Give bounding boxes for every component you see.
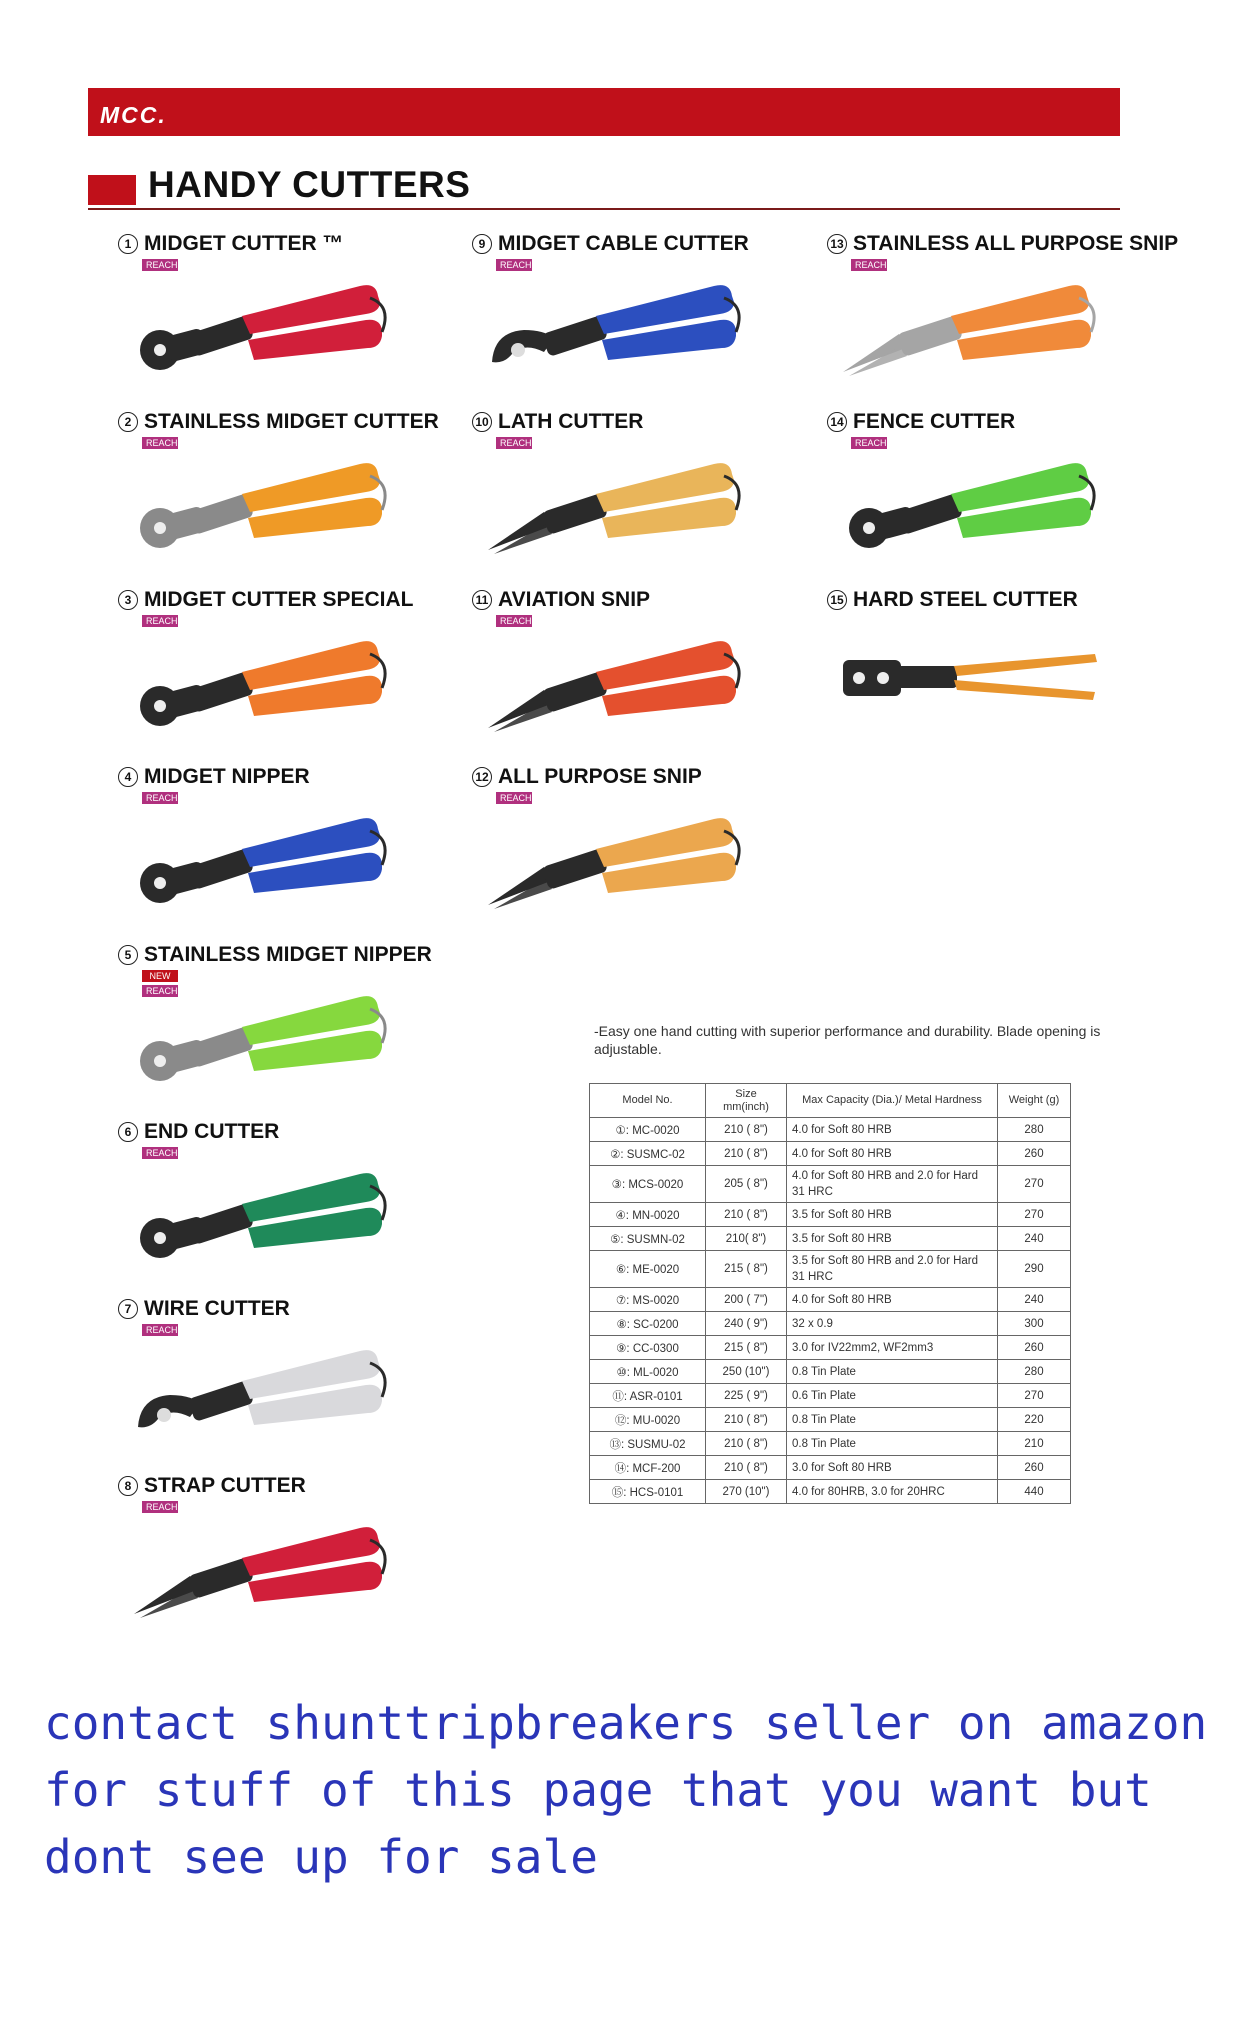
cell-weight: 290 [998, 1251, 1071, 1288]
badge-reach: REACH [851, 437, 887, 449]
product-name [472, 765, 702, 789]
cutter-image [484, 805, 754, 925]
page-title: HANDY CUTTERS [148, 164, 471, 205]
product-item [118, 765, 438, 935]
cell-weight: 240 [998, 1288, 1071, 1312]
cell-model: ①: MC-0020 [590, 1118, 706, 1142]
table-row [590, 1118, 1071, 1142]
cell-weight: 240 [998, 1227, 1071, 1251]
product-title: MIDGET CUTTER ™ [144, 232, 344, 255]
product-item [472, 410, 792, 580]
product-title: STAINLESS MIDGET NIPPER [144, 943, 432, 966]
product-name [827, 410, 1015, 434]
product-title: STRAP CUTTER [144, 1474, 306, 1497]
product-title: ALL PURPOSE SNIP [498, 765, 702, 788]
table-row [590, 1251, 1071, 1288]
badge-reach: REACH [142, 1501, 178, 1513]
product-item [472, 765, 792, 935]
badge-reach: REACH [142, 259, 178, 271]
cell-size: 215 ( 8") [706, 1251, 787, 1288]
col-weight: Weight (g) [998, 1084, 1071, 1118]
brand-bar [88, 88, 1120, 136]
badge-reach: REACH [496, 437, 532, 449]
table-row [590, 1384, 1071, 1408]
cutter-image [839, 628, 1109, 748]
table-row [590, 1227, 1071, 1251]
table-row [590, 1203, 1071, 1227]
product-name [827, 232, 1178, 256]
table-row [590, 1480, 1071, 1504]
cell-weight: 220 [998, 1408, 1071, 1432]
cell-capacity: 0.6 Tin Plate [787, 1384, 998, 1408]
cutter-image [130, 628, 400, 748]
table-row [590, 1288, 1071, 1312]
cell-size: 240 ( 9") [706, 1312, 787, 1336]
product-name [118, 588, 414, 612]
table-row [590, 1360, 1071, 1384]
product-number: 13 [827, 234, 847, 254]
product-item [118, 1297, 438, 1467]
cell-model: ⑮: HCS-0101 [590, 1480, 706, 1504]
product-item [118, 1120, 438, 1290]
cell-capacity: 0.8 Tin Plate [787, 1408, 998, 1432]
cell-weight: 280 [998, 1118, 1071, 1142]
mcc-logo: MCC. [100, 102, 167, 128]
cell-model: ④: MN-0020 [590, 1203, 706, 1227]
cell-weight: 270 [998, 1203, 1071, 1227]
cell-weight: 280 [998, 1360, 1071, 1384]
cell-size: 225 ( 9") [706, 1384, 787, 1408]
cutter-image [484, 272, 754, 392]
col-model: Model No. [590, 1084, 706, 1118]
product-number: 1 [118, 234, 138, 254]
product-number: 15 [827, 590, 847, 610]
cell-size: 210 ( 8") [706, 1118, 787, 1142]
cell-capacity: 4.0 for 80HRB, 3.0 for 20HRC [787, 1480, 998, 1504]
contact-note: contact shunttripbreakers seller on amazon for stuff of this page that you want but dont see up for sale [44, 1696, 1208, 1884]
cutter-image [130, 450, 400, 570]
product-name [118, 1120, 279, 1144]
cell-model: ⑭: MCF-200 [590, 1456, 706, 1480]
product-title: STAINLESS MIDGET CUTTER [144, 410, 439, 433]
product-number: 4 [118, 767, 138, 787]
product-item [827, 232, 1179, 402]
cell-size: 270 (10") [706, 1480, 787, 1504]
cutter-image [130, 983, 400, 1103]
cutter-image [484, 628, 754, 748]
cell-capacity: 3.5 for Soft 80 HRB [787, 1203, 998, 1227]
product-name [472, 232, 749, 256]
cell-capacity: 0.8 Tin Plate [787, 1360, 998, 1384]
product-title: MIDGET CABLE CUTTER [498, 232, 749, 255]
cell-size: 210( 8") [706, 1227, 787, 1251]
product-number: 9 [472, 234, 492, 254]
product-title: AVIATION SNIP [498, 588, 651, 611]
product-item [472, 588, 792, 758]
product-item [827, 588, 1147, 758]
cell-size: 210 ( 8") [706, 1456, 787, 1480]
product-item [827, 410, 1147, 580]
col-size: Size mm(inch) [706, 1084, 787, 1118]
cell-weight: 270 [998, 1166, 1071, 1203]
product-description: -Easy one hand cutting with superior performance and durability. Blade opening is adjustable. [594, 1023, 1101, 1057]
cell-capacity: 0.8 Tin Plate [787, 1432, 998, 1456]
product-number: 10 [472, 412, 492, 432]
cell-weight: 210 [998, 1432, 1071, 1456]
product-number: 5 [118, 945, 138, 965]
cell-capacity: 4.0 for Soft 80 HRB [787, 1118, 998, 1142]
product-item [118, 1474, 438, 1644]
product-number: 3 [118, 590, 138, 610]
product-title: END CUTTER [144, 1120, 280, 1143]
cell-size: 210 ( 8") [706, 1408, 787, 1432]
product-title: MIDGET NIPPER [144, 765, 310, 788]
cell-size: 250 (10") [706, 1360, 787, 1384]
cell-model: ⑦: MS-0020 [590, 1288, 706, 1312]
cutter-image [839, 450, 1109, 570]
cell-capacity: 4.0 for Soft 80 HRB [787, 1142, 998, 1166]
product-number: 6 [118, 1122, 138, 1142]
table-row [590, 1456, 1071, 1480]
product-name [118, 410, 439, 434]
badge-reach: REACH [142, 1147, 178, 1159]
cell-capacity: 3.5 for Soft 80 HRB [787, 1227, 998, 1251]
cutter-image [130, 805, 400, 925]
badge-reach: REACH [142, 615, 178, 627]
table-row [590, 1166, 1071, 1203]
product-title: MIDGET CUTTER SPECIAL [144, 588, 414, 611]
badge-reach: REACH [496, 259, 532, 271]
cell-capacity: 32 x 0.9 [787, 1312, 998, 1336]
product-number: 12 [472, 767, 492, 787]
product-name [118, 232, 344, 256]
badge-reach: REACH [496, 615, 532, 627]
cell-size: 200 ( 7") [706, 1288, 787, 1312]
product-title: HARD STEEL CUTTER [853, 588, 1078, 611]
product-number: 7 [118, 1299, 138, 1319]
cell-model: ⑥: ME-0020 [590, 1251, 706, 1288]
table-row [590, 1142, 1071, 1166]
cutter-image [130, 1337, 400, 1457]
product-title: FENCE CUTTER [853, 410, 1016, 433]
cutter-image [130, 272, 400, 392]
spec-table [589, 1083, 1071, 1504]
product-title: STAINLESS ALL PURPOSE SNIP [853, 232, 1179, 255]
product-name [118, 765, 310, 789]
product-number: 14 [827, 412, 847, 432]
cell-size: 210 ( 8") [706, 1432, 787, 1456]
title-marker [88, 175, 136, 205]
cutter-image [484, 450, 754, 570]
product-name [472, 588, 650, 612]
product-number: 8 [118, 1476, 138, 1496]
cell-model: ⑬: SUSMU-02 [590, 1432, 706, 1456]
cell-weight: 440 [998, 1480, 1071, 1504]
cell-model: ⑧: SC-0200 [590, 1312, 706, 1336]
col-capacity: Max Capacity (Dia.)/ Metal Hardness [787, 1084, 998, 1118]
product-item [118, 588, 438, 758]
product-title: LATH CUTTER [498, 410, 644, 433]
product-item [118, 232, 438, 402]
cutter-image [130, 1514, 400, 1634]
product-name [118, 1297, 290, 1321]
cell-weight: 260 [998, 1142, 1071, 1166]
cell-model: ⑪: ASR-0101 [590, 1384, 706, 1408]
cell-size: 210 ( 8") [706, 1142, 787, 1166]
cell-model: ②: SUSMC-02 [590, 1142, 706, 1166]
cell-capacity: 3.5 for Soft 80 HRB and 2.0 for Hard 31 HRC [787, 1251, 998, 1288]
cell-size: 205 ( 8") [706, 1166, 787, 1203]
badge-reach: REACH [142, 985, 178, 997]
cell-size: 210 ( 8") [706, 1203, 787, 1227]
cell-capacity: 4.0 for Soft 80 HRB and 2.0 for Hard 31 HRC [787, 1166, 998, 1203]
cell-weight: 270 [998, 1384, 1071, 1408]
cutter-image [839, 272, 1109, 392]
product-name [472, 410, 643, 434]
title-divider [88, 208, 1120, 210]
cell-model: ⑨: CC-0300 [590, 1336, 706, 1360]
cell-model: ③: MCS-0020 [590, 1166, 706, 1203]
cell-model: ⑫: MU-0020 [590, 1408, 706, 1432]
badge-reach: REACH [142, 1324, 178, 1336]
cell-model: ⑩: ML-0020 [590, 1360, 706, 1384]
cell-weight: 260 [998, 1456, 1071, 1480]
cell-capacity: 3.0 for IV22mm2, WF2mm3 [787, 1336, 998, 1360]
product-item [472, 232, 792, 402]
product-number: 11 [472, 590, 492, 610]
cell-size: 215 ( 8") [706, 1336, 787, 1360]
table-row [590, 1432, 1071, 1456]
cell-capacity: 3.0 for Soft 80 HRB [787, 1456, 998, 1480]
cutter-image [130, 1160, 400, 1280]
badge-reach: REACH [851, 259, 887, 271]
table-row [590, 1312, 1071, 1336]
badge-new: NEW [142, 970, 178, 982]
table-row [590, 1336, 1071, 1360]
cell-weight: 260 [998, 1336, 1071, 1360]
cell-capacity: 4.0 for Soft 80 HRB [787, 1288, 998, 1312]
product-name [118, 1474, 306, 1498]
badge-reach: REACH [142, 792, 178, 804]
product-item [118, 943, 438, 1113]
product-name [118, 943, 432, 967]
cell-weight: 300 [998, 1312, 1071, 1336]
product-title: WIRE CUTTER [144, 1297, 290, 1320]
badge-reach: REACH [496, 792, 532, 804]
cell-model: ⑤: SUSMN-02 [590, 1227, 706, 1251]
product-name [827, 588, 1078, 612]
product-number: 2 [118, 412, 138, 432]
product-item [118, 410, 438, 580]
table-row [590, 1408, 1071, 1432]
badge-reach: REACH [142, 437, 178, 449]
